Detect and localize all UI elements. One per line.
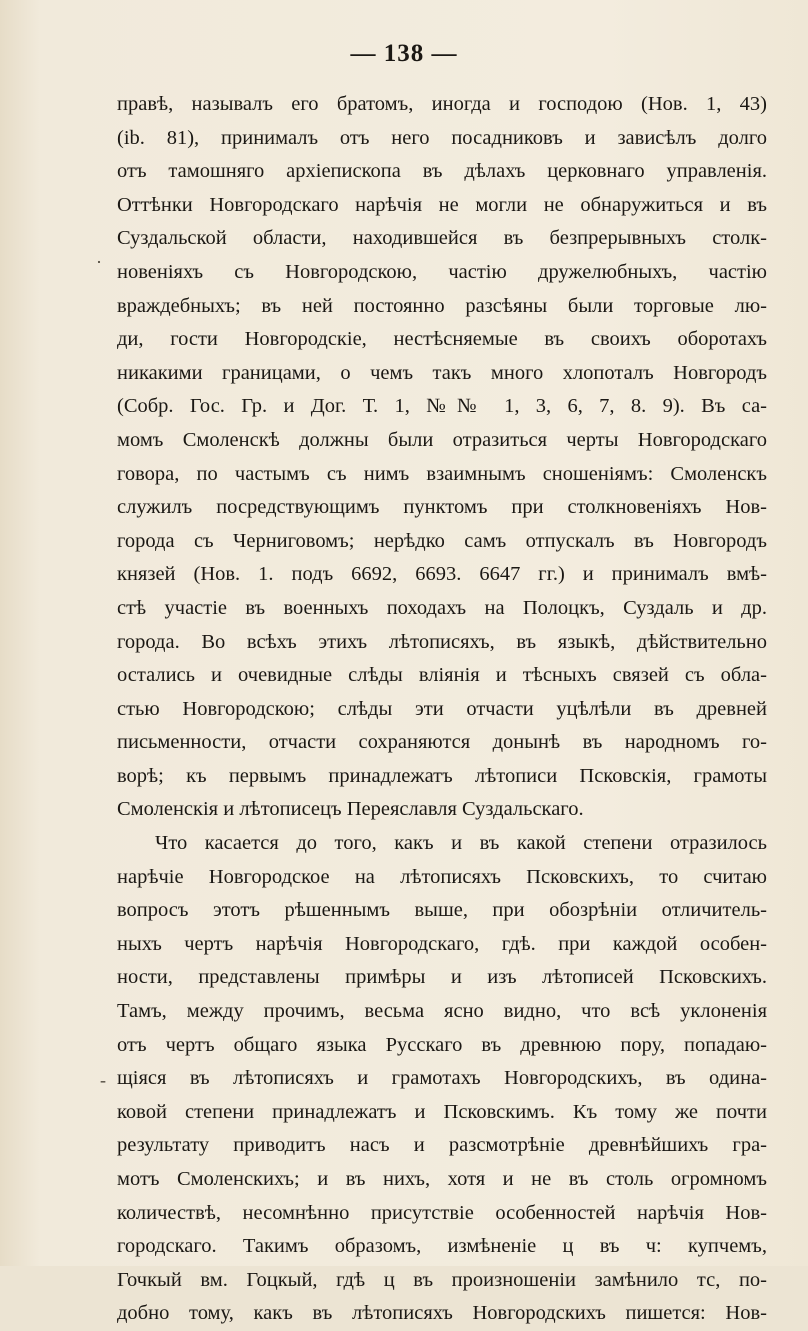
text-line: стѣ участіе въ военныхъ походахъ на Полоцкъ, Суздаль и др. [117, 596, 767, 619]
text-line: количествѣ, несомнѣнно присутствіе особенностей нарѣчія Нов- [117, 1201, 767, 1224]
text-line: ности, представлены примѣры и изъ лѣтописей Псковскихъ. [117, 966, 767, 989]
text-line: враждебныхъ; въ ней постоянно разсѣяны были торговые лю- [117, 294, 767, 317]
text-line: городскаго. Такимъ образомъ, измѣненіе ц въ ч: купчемъ, [117, 1235, 767, 1258]
text-line: вопросъ этотъ рѣшеннымъ выше, при обозрѣніи отличитель- [117, 899, 767, 922]
text-line: (ib. 81), принималъ отъ него посадниковъ и зависѣлъ долго [117, 126, 767, 149]
text-line: говора, по частымъ съ нимъ взаимнымъ сношеніямъ: Смоленскъ [117, 462, 767, 485]
text-line: нарѣчіе Новгородское на лѣтописяхъ Псковскихъ, то считаю [117, 865, 767, 888]
text-line: ди, гости Новгородскіе, нестѣсняемые въ своихъ оборотахъ [117, 328, 767, 351]
text-line: (Собр. Гос. Гр. и Дог. Т. 1, №№ 1, 3, 6, 7, 8. 9). Въ са- [117, 395, 767, 418]
text-line: князей (Нов. 1. подъ 6692, 6693. 6647 гг.) и принималъ вмѣ- [117, 563, 767, 586]
text-line: письменности, отчасти сохраняются донынѣ въ народномъ го- [117, 731, 767, 754]
text-line: мотъ Смоленскихъ; и въ нихъ, хотя и не въ столь огромномъ [117, 1168, 767, 1190]
text-line: новеніяхъ съ Новгородскою, частію дружелюбныхъ, частію [117, 260, 767, 283]
text-line: Смоленскія и лѣтописецъ Переяславля Суздальскаго. [117, 798, 584, 821]
text-line: момъ Смоленскѣ должны были отразиться черты Новгородскаго [117, 428, 767, 451]
text-line: города съ Черниговомъ; нерѣдко самъ отпускалъ въ Новгородъ [117, 529, 767, 552]
text-line: служилъ посредствующимъ пунктомъ при столкновеніяхъ Нов- [117, 496, 767, 519]
text-line: Суздальской области, находившейся въ безпрерывныхъ столк- [117, 227, 767, 250]
text-line: стью Новгородскою; слѣды эти отчасти уцѣлѣли въ древней [117, 697, 767, 720]
text-line: Гочкый вм. Гоцкый, гдѣ ц въ произношеніи замѣнило тс, по- [117, 1268, 767, 1291]
text-line: Оттѣнки Новгородскаго нарѣчія не могли не обнаружиться и въ [117, 193, 767, 216]
text-line: отъ тамошняго архіепископа въ дѣлахъ церковнаго управленія. [117, 160, 767, 183]
margin-mark: · [96, 252, 102, 272]
text-line: Что касается до того, какъ и въ какой степени отразилось [155, 832, 767, 855]
text-line: ныхъ чертъ нарѣчія Новгородскаго, гдѣ. при каждой особен- [117, 932, 767, 955]
text-line: остались и очевидные слѣды вліянія и тѣсныхъ связей съ обла- [117, 664, 767, 687]
text-line: правѣ, называлъ его братомъ, иногда и господою (Нов. 1, 43) [117, 93, 767, 115]
text-line: результату приводитъ насъ и разсмотрѣніе древнѣйшихъ гра- [117, 1134, 767, 1157]
text-line: ковой степени принадлежатъ и Псковскимъ. Къ тому же почти [117, 1100, 767, 1123]
body-text [117, 88, 767, 1331]
page-number: — 138 — [350, 40, 458, 67]
text-line: щіяся въ лѣтописяхъ и грамотахъ Новгородскихъ, въ одина- [117, 1067, 767, 1090]
margin-mark: - [100, 1070, 106, 1090]
text-line: отъ чертъ общаго языка Русскаго въ древнюю пору, попадаю- [117, 1033, 767, 1056]
text-line: ворѣ; къ первымъ принадлежатъ лѣтописи Псковскія, грамоты [117, 764, 767, 787]
text-line: добно тому, какъ въ лѣтописяхъ Новгородскихъ пишется: Нов- [117, 1302, 767, 1325]
text-line: никакими границами, о чемъ такъ много хлопоталъ Новгородъ [117, 361, 767, 384]
text-line: Тамъ, между прочимъ, весьма ясно видно, что всѣ уклоненія [117, 1000, 767, 1023]
text-line: города. Во всѣхъ этихъ лѣтописяхъ, въ языкѣ, дѣйствительно [117, 630, 767, 653]
